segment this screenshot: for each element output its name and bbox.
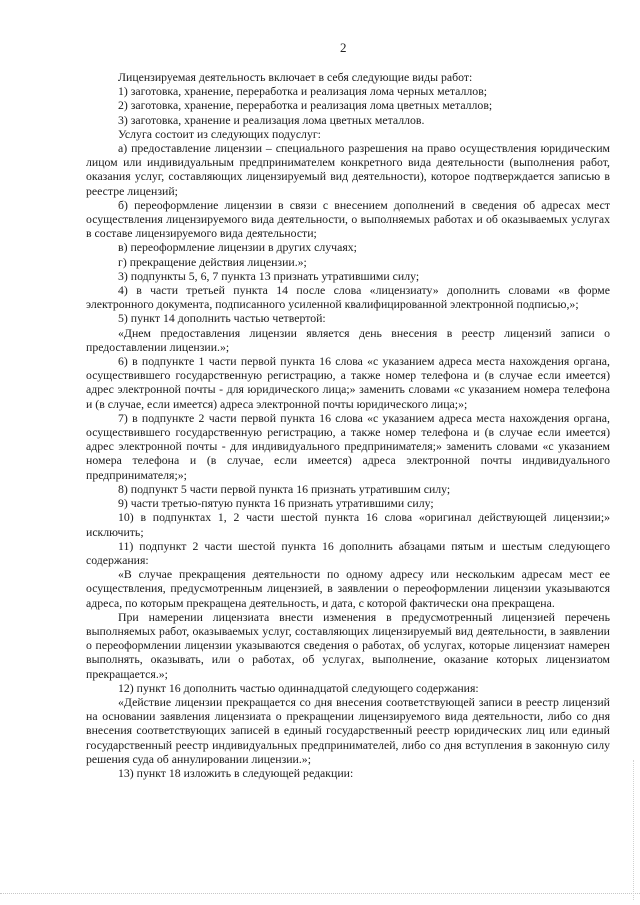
- list-item-1: 1) заготовка, хранение, переработка и реализация лома черных металлов;: [118, 84, 488, 99]
- paragraph-intro: Лицензируемая деятельность включает в себя следующие виды работ:: [118, 70, 473, 84]
- quote-termination-address: «В случае прекращения деятельности по одному адресу или нескольким адресам мест ее осуществления, предусмотренным лицензией, в заявлении о переоформлении лицензии указываются адреса, по которым прекращена деятельность, и дата, с которой фактически она прекращена.: [86, 567, 610, 610]
- subservice-a: а) предоставление лицензии – специального разрешения на право осуществления юридическим лицом или индивидуальным предпринимателем конкретного вида деятельности (выполнения работ, оказания услуг, составляющих лицензируемый вид деятельности), которое подтверждается записью в реестре лицензий;: [86, 141, 610, 198]
- quote-license-termination: «Действие лицензии прекращается со дня внесения соответствующей записи в реестр лицензий на основании заявления лицензиата о прекращении лицензируемого вида деятельности, либо со дня внесения соответствующих записей в единый государственный реестр юридических лиц или единый государственный реестр индивидуальных предпринимателей, либо со дня вступления в законную силу решения суда об аннулировании лицензии.»;: [86, 694, 610, 766]
- scan-artifact-right-edge: [633, 760, 634, 900]
- amendment-9: 9) части третью-пятую пункта 16 признать утратившими силу;: [118, 496, 434, 511]
- amendment-13: 13) пункт 18 изложить в следующей редакции:: [118, 765, 354, 780]
- subservice-b: б) переоформление лицензии в связи с внесением дополнений в сведения об адресах мест осуществления лицензируемого вида деятельности, о выполняемых работах и об оказываемых услугах в составе лицензируемого вида деятельности;: [86, 197, 610, 241]
- subservice-v: в) переоформление лицензии в других случаях;: [118, 240, 357, 255]
- amendment-10: 10) в подпунктах 1, 2 части шестой пункта 16 слова «оригинал действующей лицензии;» исключить;: [86, 510, 610, 539]
- amendment-8: 8) подпункт 5 части первой пункта 16 признать утратившим силу;: [118, 481, 451, 496]
- document-body: [86, 70, 610, 780]
- amendment-11: 11) подпункт 2 части шестой пункта 16 дополнить абзацами пятым и шестым следующего содержания:: [86, 538, 610, 567]
- amendment-12: 12) пункт 16 дополнить частью одиннадцатой следующего содержания:: [118, 680, 479, 695]
- amendment-7: 7) в подпункте 2 части первой пункта 16 слова «с указанием адреса места нахождения органа, осуществившего государственную регистрацию, а также номер телефона и (в случае если имеется) адрес электронной почты - для индивидуального предпринимателя;» заменить словами «с указанием номера телефона и (в случае, если имеется) адреса электронной почты индивидуального предпринимателя;»;: [86, 410, 610, 482]
- quote-licensing-day: «Днем предоставления лицензии является день внесения в реестр лицензий записи о предоставлении лицензии.»;: [86, 325, 610, 354]
- scan-artifact-bottom-line: [0, 893, 640, 894]
- amendment-4: 4) в части третьей пункта 14 после слова «лицензиату» дополнить словами «в форме электронного документа, подписанного усиленной квалифицированной электронной подписью,»;: [86, 283, 610, 312]
- amendment-5: 5) пункт 14 дополнить частью четвертой:: [118, 311, 326, 326]
- list-item-3: 3) заготовка, хранение и реализация лома цветных металлов.: [118, 112, 425, 127]
- subservice-g: г) прекращение действия лицензии.»;: [118, 254, 307, 269]
- amendment-3: 3) подпункты 5, 6, 7 пункта 13 признать утратившими силу;: [118, 268, 420, 283]
- page-number: 2: [340, 40, 347, 55]
- quote-intention-changes: При намерении лицензиата внести изменения в предусмотренный лицензией перечень выполняемых работ, оказываемых услуг, составляющих лицензируемый вид деятельности, в заявлении о переоформлении лицензии указываются сведения о работах, об услугах, которые лицензиат намерен выполнять, оказывать, или о работах, об услугах, выполнение, оказание которых лицензиатом прекращается.»;: [86, 609, 610, 681]
- list-item-2: 2) заготовка, хранение, переработка и реализация лома цветных металлов;: [118, 98, 493, 113]
- amendment-6: 6) в подпункте 1 части первой пункта 16 слова «с указанием адреса места нахождения органа, осуществившего государственную регистрацию, а также номер телефона и (в случае если имеется) адрес электронной почты - для юридического лица;» заменить словами «с указанием номера телефона и (в случае, если имеется) адреса электронной почты юридического лица;»;: [86, 354, 610, 411]
- paragraph-subservices: Услуга состоит из следующих подуслуг:: [118, 126, 321, 141]
